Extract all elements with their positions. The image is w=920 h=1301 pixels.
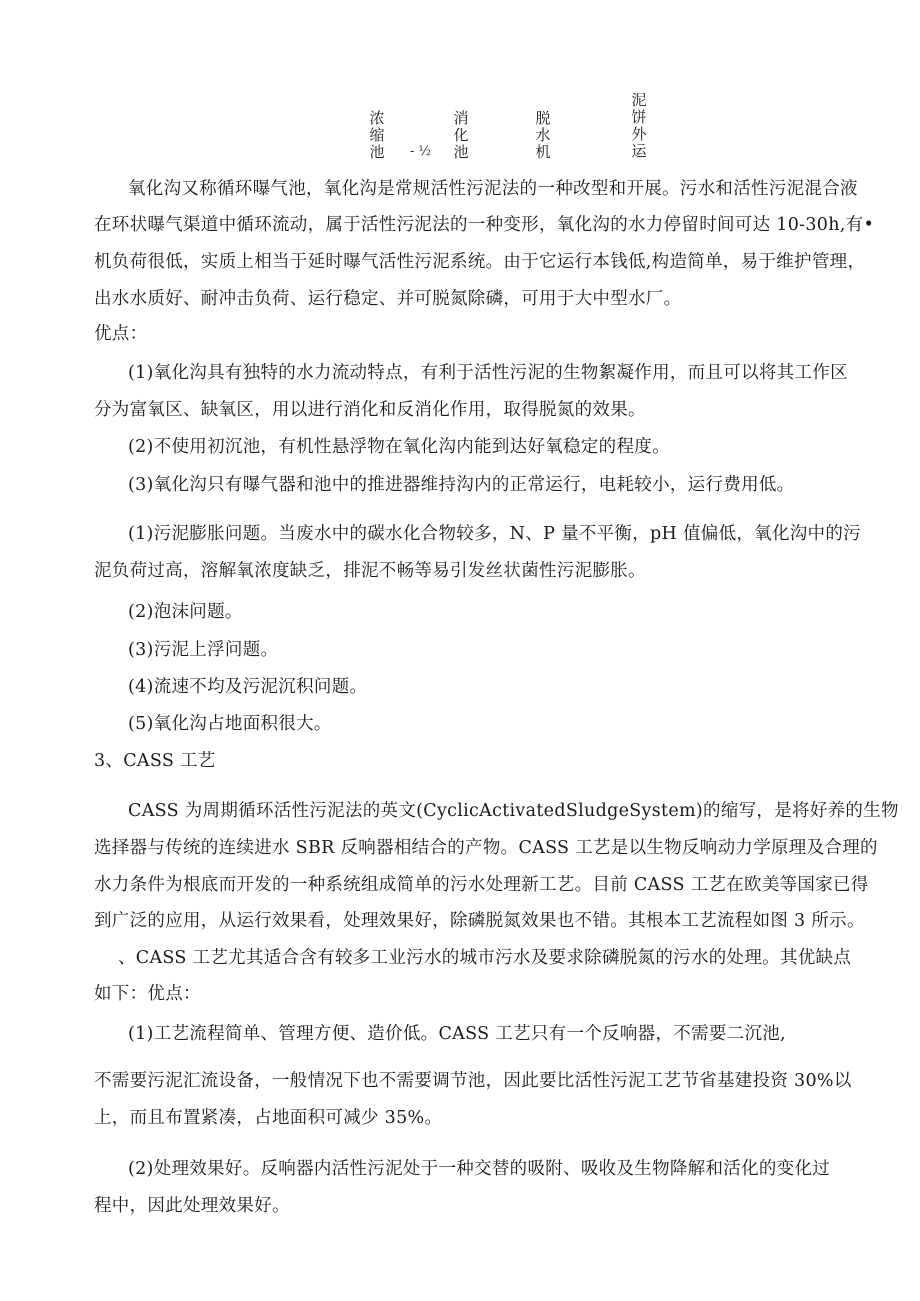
disadvantage-2: (2)泡沫问题。	[128, 602, 243, 622]
cass-line-2: 选择器与传统的连续进水 SBR 反响器相结合的产物。CASS 工艺是以生物反响动力学原理及合理的	[94, 838, 878, 858]
disadvantage-4: (4)流速不均及污泥沉积问题。	[128, 677, 368, 697]
cass-advantage-1-line-1: (1)工艺流程简单、管理方便、造价低。CASS 工艺只有一个反响器，不需要二沉池,	[128, 1024, 786, 1044]
disadvantage-5: (5)氧化沟占地面积很大。	[128, 714, 332, 734]
cass-line-4: 到广泛的应用，从运行效果看，处理效果好，除磷脱氮效果也不错。其根本工艺流程如图 3 所示。	[94, 911, 865, 931]
advantages-heading: 优点：	[94, 324, 148, 344]
diagram-label-digester: 消 化 池	[453, 109, 469, 161]
intro-line-4: 出水水质好、耐冲击负荷、运行稳定、并可脱氮除磷，可用于大中型水厂。	[94, 289, 682, 309]
process-flow-diagram	[360, 92, 660, 162]
advantage-2: (2)不使用初沉池，有机性悬浮物在氧化沟内能到达好氧稳定的程度。	[128, 437, 670, 457]
cass-line-1: CASS 为周期循环活性污泥法的英文(CyclicActivatedSludgeSystem)的缩写，是将好养的生物	[128, 801, 899, 821]
cass-advantage-1-line-3: 上，而且布置紧凑，占地面积可减少 35%。	[94, 1108, 443, 1128]
intro-line-2: 在环状曝气渠道中循环流动，属于活性污泥法的一种变形，氧化沟的水力停留时间可达 10-30h,有•	[94, 215, 875, 235]
cass-line-3: 水力条件为根底而开发的一种系统组成简单的污水处理新工艺。目前 CASS 工艺在欧美等国家已得	[94, 875, 869, 895]
cass-suitability-line-2: 如下：优点：	[94, 984, 201, 1004]
diagram-label-dewatering: 脱 水 机	[535, 109, 551, 161]
cass-advantage-1-line-2: 不需要污泥汇流设备，一般情况下也不需要调节池，因此要比活性污泥工艺节省基建投资 30%以	[94, 1071, 852, 1091]
disadvantage-1-line-2: 泥负荷过高，溶解氧浓度缺乏，排泥不畅等易引发丝状菌性污泥膨胀。	[94, 561, 646, 581]
disadvantage-1-line-1: (1)污泥膨胀问题。当废水中的碳水化合物较多，N、P 量不平衡，pH 值偏低，氧化沟中的污	[128, 524, 861, 544]
diagram-label-cake-transport: 泥 饼 外 运	[631, 91, 647, 160]
advantage-1-line-1: (1)氧化沟具有独特的水力流动特点，有利于活性污泥的生物絮凝作用，而且可以将其工作区	[128, 363, 848, 383]
diagram-label-thickener: 浓 缩 池	[369, 109, 385, 161]
cass-advantage-2-line-1: (2)处理效果好。反响器内活性污泥处于一种交替的吸附、吸收及生物降解和活化的变化过	[128, 1159, 831, 1179]
disadvantage-3: (3)污泥上浮问题。	[128, 640, 279, 660]
cass-advantage-2-line-2: 程中，因此处理效果好。	[94, 1196, 290, 1216]
cass-suitability-line-1: 、CASS 工艺尤其适合含有较多工业污水的城市污水及要求除磷脱氮的污水的处理。其优缺点	[118, 948, 852, 968]
diagram-marks: - ½	[410, 144, 432, 159]
advantage-1-line-2: 分为富氧区、缺氧区，用以进行消化和反消化作用，取得脱氮的效果。	[94, 400, 646, 420]
section-3-heading: 3、CASS 工艺	[94, 751, 216, 771]
intro-line-1: 氧化沟又称循环曝气池，氧化沟是常规活性污泥法的一种改型和开展。污水和活性污泥混合液	[128, 179, 858, 199]
advantage-3: (3)氧化沟只有曝气器和池中的推进器维持沟内的正常运行，电耗较小，运行费用低。	[128, 475, 795, 495]
intro-line-3: 机负荷很低，实质上相当于延时曝气活性污泥系统。由于它运行本钱低,构造简单，易于维护管理，	[94, 252, 866, 272]
